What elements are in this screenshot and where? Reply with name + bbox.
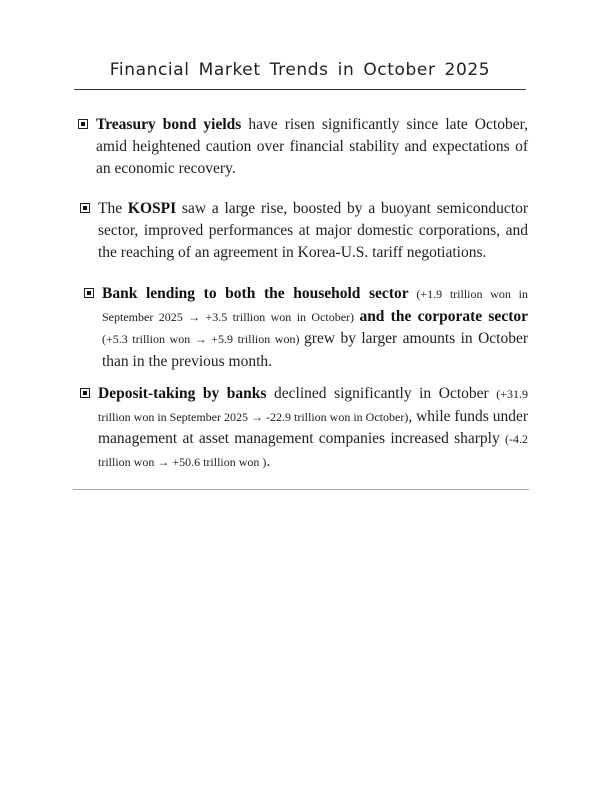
- item-body: have risen significantly since late October, amid heightened caution over financial stability and expectations of an economic recovery.: [96, 116, 528, 177]
- list-item-deposit-taking: [80, 383, 528, 473]
- item-body-1: declined significantly in October: [266, 385, 497, 402]
- item-text: [96, 114, 528, 180]
- item-pre: The: [98, 200, 128, 217]
- item-text: [98, 198, 528, 264]
- item-bold-lead: Deposit-taking by banks: [98, 385, 267, 402]
- page-title: Financial Market Trends in October 2025: [109, 60, 491, 80]
- square-bullet-icon: [80, 203, 90, 213]
- item-detail-deposits: (+31.9 trillion won in September 2025 → -22.9 trillion won in October): [98, 387, 528, 424]
- item-detail-funds: (-4.2 trillion won → +50.6 trillion won ): [98, 432, 528, 469]
- square-bullet-icon: [80, 388, 90, 398]
- item-body: saw a large rise, boosted by a buoyant semiconductor sector, improved performances at major domestic corporations, and the reaching of an agreement in Korea-U.S. tariff negotiations.: [98, 200, 528, 261]
- item-detail-household: (+1.9 trillion won in September 2025 → +3.5 trillion won in October): [102, 287, 528, 324]
- square-bullet-icon: [78, 119, 88, 129]
- list-item-kospi: [80, 198, 528, 264]
- item-bold: KOSPI: [127, 200, 177, 217]
- square-bullet-icon: [84, 288, 94, 298]
- item-bold-lead: Treasury bond yields: [96, 116, 242, 133]
- item-bold-mid: and the corporate sector: [359, 307, 528, 325]
- item-bold-lead: Bank lending to both the household sector: [102, 285, 409, 302]
- item-text: [102, 283, 528, 373]
- item-body-2: , while funds under management at asset management companies increased sharply: [98, 407, 529, 447]
- bottom-divider: [73, 489, 529, 490]
- list-item-treasury-bonds: [78, 114, 528, 180]
- item-body-3: .: [266, 452, 271, 470]
- title-divider: [74, 89, 526, 90]
- item-body: grew by larger amounts in October than in the previous month.: [102, 330, 528, 370]
- list-item-bank-lending: [84, 283, 528, 373]
- item-detail-corporate: (+5.3 trillion won → +5.9 trillion won): [102, 332, 305, 346]
- item-text: [98, 383, 528, 473]
